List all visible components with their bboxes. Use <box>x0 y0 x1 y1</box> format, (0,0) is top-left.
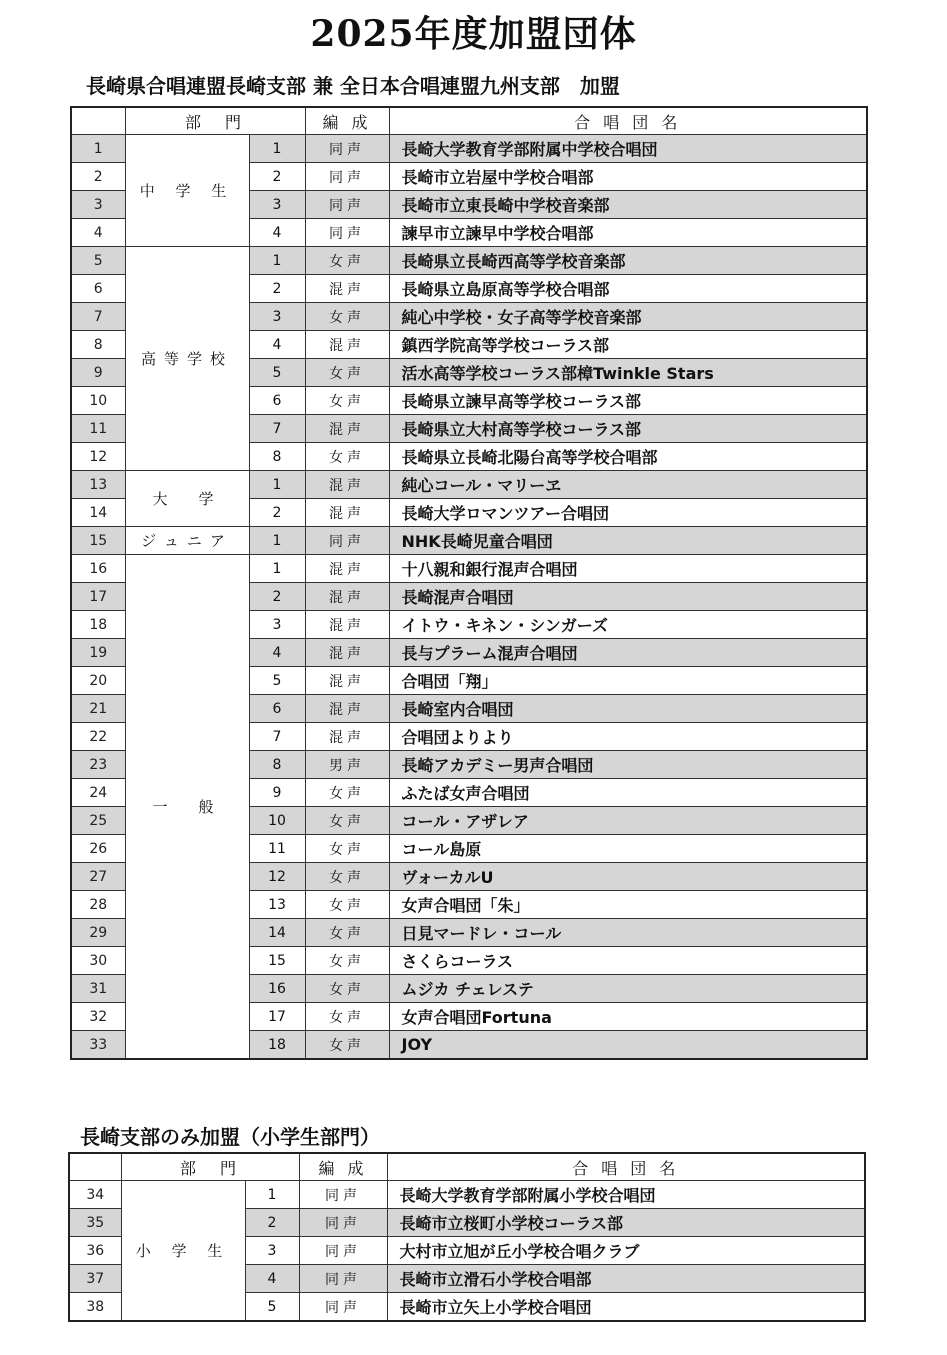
choir-name: 活水高等学校コーラス部樟Twinkle Stars <box>389 359 867 387</box>
sub-number: 2 <box>249 275 305 303</box>
choir-name: 長崎混声合唱団 <box>389 583 867 611</box>
sub-number: 4 <box>249 331 305 359</box>
sub-number: 1 <box>249 247 305 275</box>
row-number: 34 <box>69 1181 121 1209</box>
row-number: 26 <box>71 835 125 863</box>
choir-name: 純心コール・マリーヱ <box>389 471 867 499</box>
composition: 同声 <box>299 1181 387 1209</box>
division-label: 高等学校 <box>125 247 249 471</box>
composition: 混声 <box>305 555 389 583</box>
row-number: 28 <box>71 891 125 919</box>
sub-number: 1 <box>249 135 305 163</box>
header-no <box>69 1153 121 1181</box>
header-choir-name: 合 唱 団 名 <box>387 1153 865 1181</box>
choir-name: JOY <box>389 1031 867 1060</box>
sub-number: 8 <box>249 751 305 779</box>
sub-number: 13 <box>249 891 305 919</box>
row-number: 10 <box>71 387 125 415</box>
division-label: 大 学 <box>125 471 249 527</box>
row-number: 6 <box>71 275 125 303</box>
row-number: 11 <box>71 415 125 443</box>
choir-name: 日見マードレ・コール <box>389 919 867 947</box>
choir-name: 長崎県立長崎西高等学校音楽部 <box>389 247 867 275</box>
row-number: 23 <box>71 751 125 779</box>
row-number: 2 <box>71 163 125 191</box>
composition: 混声 <box>305 611 389 639</box>
choir-name: イトウ・キネン・シンガーズ <box>389 611 867 639</box>
choir-name: 長崎市立岩屋中学校合唱部 <box>389 163 867 191</box>
row-number: 32 <box>71 1003 125 1031</box>
composition: 混声 <box>305 499 389 527</box>
row-number: 15 <box>71 527 125 555</box>
choir-name: ふたば女声合唱団 <box>389 779 867 807</box>
row-number: 27 <box>71 863 125 891</box>
choir-name: 大村市立旭が丘小学校合唱クラブ <box>387 1237 865 1265</box>
sub-number: 3 <box>245 1237 299 1265</box>
composition: 混声 <box>305 415 389 443</box>
composition: 女声 <box>305 947 389 975</box>
sub-number: 2 <box>245 1209 299 1237</box>
sub-number: 7 <box>249 723 305 751</box>
table-row <box>71 555 867 583</box>
composition: 女声 <box>305 975 389 1003</box>
sub-number: 5 <box>249 667 305 695</box>
row-number: 5 <box>71 247 125 275</box>
table-row <box>71 527 867 555</box>
header-division: 部 門 <box>125 107 305 135</box>
composition: 同声 <box>305 527 389 555</box>
composition: 女声 <box>305 247 389 275</box>
section1-heading: 長崎県合唱連盟長崎支部 兼 全日本合唱連盟九州支部 加盟 <box>86 74 620 98</box>
table-row <box>71 247 867 275</box>
sub-number: 7 <box>249 415 305 443</box>
row-number: 14 <box>71 499 125 527</box>
choir-name: 鎮西学院高等学校コーラス部 <box>389 331 867 359</box>
composition: 女声 <box>305 779 389 807</box>
choir-name: 長崎市立滑石小学校合唱部 <box>387 1265 865 1293</box>
row-number: 8 <box>71 331 125 359</box>
row-number: 35 <box>69 1209 121 1237</box>
row-number: 36 <box>69 1237 121 1265</box>
composition: 女声 <box>305 919 389 947</box>
row-number: 29 <box>71 919 125 947</box>
elementary-table <box>68 1152 866 1322</box>
choir-name: 長崎大学教育学部附属小学校合唱団 <box>387 1181 865 1209</box>
choir-name: 女声合唱団「朱」 <box>389 891 867 919</box>
choir-name: 長崎市立矢上小学校合唱団 <box>387 1293 865 1322</box>
choir-name: 長与プラーム混声合唱団 <box>389 639 867 667</box>
row-number: 4 <box>71 219 125 247</box>
division-label: 小 学 生 <box>121 1181 245 1322</box>
choir-name: 純心中学校・女子高等学校音楽部 <box>389 303 867 331</box>
choir-name: NHK長崎児童合唱団 <box>389 527 867 555</box>
sub-number: 4 <box>245 1265 299 1293</box>
choir-name: 長崎県立大村高等学校コーラス部 <box>389 415 867 443</box>
sub-number: 4 <box>249 219 305 247</box>
row-number: 7 <box>71 303 125 331</box>
row-number: 12 <box>71 443 125 471</box>
choir-name: 長崎県立諫早高等学校コーラス部 <box>389 387 867 415</box>
sub-number: 1 <box>245 1181 299 1209</box>
row-number: 31 <box>71 975 125 1003</box>
row-number: 21 <box>71 695 125 723</box>
division-label: 中 学 生 <box>125 135 249 247</box>
sub-number: 3 <box>249 303 305 331</box>
composition: 混声 <box>305 639 389 667</box>
sub-number: 14 <box>249 919 305 947</box>
row-number: 38 <box>69 1293 121 1322</box>
composition: 女声 <box>305 891 389 919</box>
composition: 混声 <box>305 695 389 723</box>
composition: 同声 <box>299 1265 387 1293</box>
row-number: 37 <box>69 1265 121 1293</box>
row-number: 9 <box>71 359 125 387</box>
sub-number: 2 <box>249 583 305 611</box>
sub-number: 3 <box>249 191 305 219</box>
sub-number: 3 <box>249 611 305 639</box>
composition: 混声 <box>305 471 389 499</box>
sub-number: 2 <box>249 499 305 527</box>
choir-name: ムジカ チェレステ <box>389 975 867 1003</box>
row-number: 33 <box>71 1031 125 1060</box>
choir-name: 女声合唱団Fortuna <box>389 1003 867 1031</box>
table-row <box>69 1181 865 1209</box>
sub-number: 16 <box>249 975 305 1003</box>
composition: 同声 <box>305 135 389 163</box>
composition: 女声 <box>305 1031 389 1060</box>
row-number: 25 <box>71 807 125 835</box>
row-number: 22 <box>71 723 125 751</box>
sub-number: 12 <box>249 863 305 891</box>
header-composition: 編 成 <box>305 107 389 135</box>
choir-name: 長崎市立桜町小学校コーラス部 <box>387 1209 865 1237</box>
row-number: 24 <box>71 779 125 807</box>
composition: 混声 <box>305 331 389 359</box>
row-number: 1 <box>71 135 125 163</box>
sub-number: 1 <box>249 555 305 583</box>
sub-number: 18 <box>249 1031 305 1060</box>
header-choir-name: 合 唱 団 名 <box>389 107 867 135</box>
choir-name: 長崎室内合唱団 <box>389 695 867 723</box>
choir-name: 長崎市立東長崎中学校音楽部 <box>389 191 867 219</box>
composition: 女声 <box>305 1003 389 1031</box>
sub-number: 5 <box>249 359 305 387</box>
composition: 女声 <box>305 443 389 471</box>
row-number: 20 <box>71 667 125 695</box>
section2-heading: 長崎支部のみ加盟（小学生部門） <box>80 1125 380 1149</box>
table-header-row <box>71 107 867 135</box>
row-number: 13 <box>71 471 125 499</box>
composition: 同声 <box>305 163 389 191</box>
division-label: ジュニア <box>125 527 249 555</box>
sub-number: 6 <box>249 695 305 723</box>
choir-name: 長崎大学教育学部附属中学校合唱団 <box>389 135 867 163</box>
sub-number: 9 <box>249 779 305 807</box>
choir-name: 長崎県立島原高等学校合唱部 <box>389 275 867 303</box>
sub-number: 11 <box>249 835 305 863</box>
table-row <box>71 471 867 499</box>
choir-name: 合唱団よりより <box>389 723 867 751</box>
sub-number: 15 <box>249 947 305 975</box>
header-no <box>71 107 125 135</box>
sub-number: 10 <box>249 807 305 835</box>
choir-name: コール・アザレア <box>389 807 867 835</box>
composition: 混声 <box>305 723 389 751</box>
choir-name: 合唱団「翔」 <box>389 667 867 695</box>
row-number: 19 <box>71 639 125 667</box>
composition: 女声 <box>305 863 389 891</box>
composition: 同声 <box>299 1209 387 1237</box>
choir-name: 長崎アカデミー男声合唱団 <box>389 751 867 779</box>
choir-name: 長崎県立長崎北陽台高等学校合唱部 <box>389 443 867 471</box>
row-number: 16 <box>71 555 125 583</box>
composition: 混声 <box>305 275 389 303</box>
composition: 同声 <box>299 1237 387 1265</box>
composition: 女声 <box>305 303 389 331</box>
sub-number: 1 <box>249 471 305 499</box>
composition: 混声 <box>305 667 389 695</box>
sub-number: 8 <box>249 443 305 471</box>
composition: 男声 <box>305 751 389 779</box>
page-title: 2025年度加盟団体 <box>310 13 637 55</box>
row-number: 30 <box>71 947 125 975</box>
row-number: 3 <box>71 191 125 219</box>
choir-name: さくらコーラス <box>389 947 867 975</box>
choir-name: 長崎大学ロマンツアー合唱団 <box>389 499 867 527</box>
composition: 混声 <box>305 583 389 611</box>
composition: 女声 <box>305 387 389 415</box>
choir-name: 諫早市立諫早中学校合唱部 <box>389 219 867 247</box>
sub-number: 5 <box>245 1293 299 1322</box>
choir-name: ヴォーカルU <box>389 863 867 891</box>
choir-name: 十八親和銀行混声合唱団 <box>389 555 867 583</box>
sub-number: 1 <box>249 527 305 555</box>
sub-number: 2 <box>249 163 305 191</box>
row-number: 17 <box>71 583 125 611</box>
composition: 同声 <box>299 1293 387 1322</box>
composition: 同声 <box>305 191 389 219</box>
federation-table <box>70 106 868 1060</box>
choir-name: コール島原 <box>389 835 867 863</box>
sub-number: 6 <box>249 387 305 415</box>
row-number: 18 <box>71 611 125 639</box>
composition: 女声 <box>305 807 389 835</box>
table-row <box>71 135 867 163</box>
table-header-row <box>69 1153 865 1181</box>
division-label: 一 般 <box>125 555 249 1060</box>
header-division: 部 門 <box>121 1153 299 1181</box>
composition: 女声 <box>305 359 389 387</box>
header-composition: 編 成 <box>299 1153 387 1181</box>
sub-number: 4 <box>249 639 305 667</box>
composition: 同声 <box>305 219 389 247</box>
composition: 女声 <box>305 835 389 863</box>
sub-number: 17 <box>249 1003 305 1031</box>
